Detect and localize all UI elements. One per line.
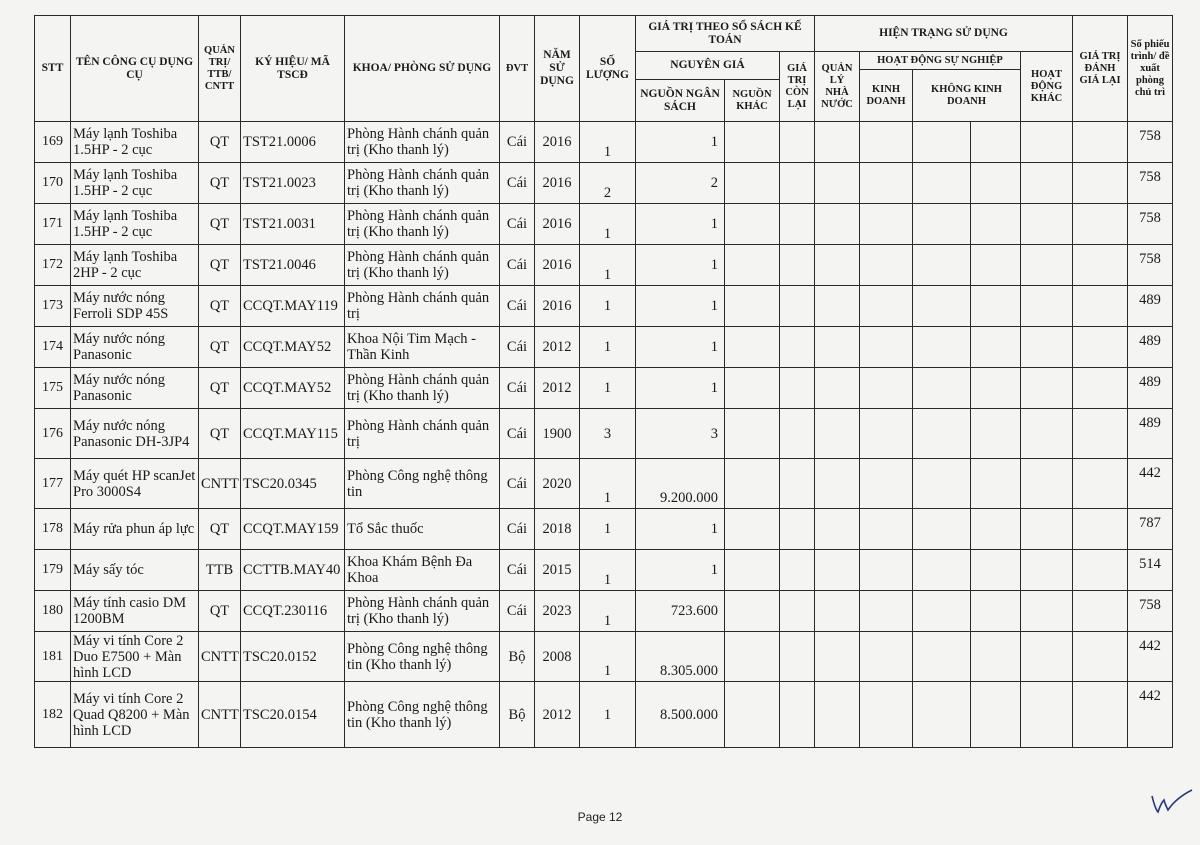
row-code: CCQT.MAY159: [241, 509, 345, 550]
row-proposal: 489: [1128, 286, 1173, 327]
row-other-source: [725, 245, 780, 286]
row-code: TSC20.0345: [241, 459, 345, 509]
row-name: Máy tính casio DM 1200BM: [71, 591, 199, 632]
row-unit: Cái: [500, 368, 535, 409]
row-name: Máy vi tính Core 2 Duo E7500 + Màn hình LCD: [71, 632, 199, 682]
row-code: CCQT.MAY52: [241, 368, 345, 409]
row-state-mgmt: [815, 245, 860, 286]
row-revaluation: [1073, 368, 1128, 409]
row-non-business-b: [971, 682, 1021, 748]
row-price: 1: [636, 245, 725, 286]
row-non-business-b: [971, 632, 1021, 682]
row-qty: 1: [580, 286, 636, 327]
row-proposal: 787: [1128, 509, 1173, 550]
row-non-business-b: [971, 368, 1021, 409]
row-stt: 172: [35, 245, 71, 286]
row-year: 2012: [535, 327, 580, 368]
row-unit: Cái: [500, 550, 535, 591]
row-unit: Bộ: [500, 632, 535, 682]
row-proposal: 442: [1128, 632, 1173, 682]
row-revaluation: [1073, 286, 1128, 327]
row-code: TST21.0046: [241, 245, 345, 286]
row-manager: QT: [199, 409, 241, 459]
row-manager: QT: [199, 163, 241, 204]
table-row: [35, 591, 1173, 632]
row-state-mgmt: [815, 591, 860, 632]
inventory-sheet: [34, 15, 1173, 748]
row-code: CCQT.230116: [241, 591, 345, 632]
row-proposal: 489: [1128, 409, 1173, 459]
row-dept: Phòng Công nghệ thông tin (Kho thanh lý): [345, 682, 500, 748]
row-dept: Phòng Hành chánh quản trị (Kho thanh lý): [345, 204, 500, 245]
header-code: KÝ HIỆU/ MÃ TSCĐ: [241, 16, 345, 122]
row-price: 9.200.000: [636, 459, 725, 509]
row-qty: 3: [580, 409, 636, 459]
row-remaining-value: [780, 204, 815, 245]
row-business: [860, 204, 913, 245]
row-dept: Phòng Hành chánh quản trị (Kho thanh lý): [345, 245, 500, 286]
header-other-source: NGUỒN KHÁC: [725, 80, 780, 122]
row-qty: 1: [580, 591, 636, 632]
header-dept: KHOA/ PHÒNG SỬ DỤNG: [345, 16, 500, 122]
row-state-mgmt: [815, 459, 860, 509]
row-dept: Khoa Khám Bệnh Đa Khoa: [345, 550, 500, 591]
row-non-business-a: [913, 550, 971, 591]
row-stt: 181: [35, 632, 71, 682]
row-stt: 174: [35, 327, 71, 368]
header-stt: STT: [35, 16, 71, 122]
row-remaining-value: [780, 550, 815, 591]
row-other-source: [725, 459, 780, 509]
table-row: [35, 122, 1173, 163]
row-unit: Cái: [500, 409, 535, 459]
table-row: [35, 368, 1173, 409]
row-price: 8.500.000: [636, 682, 725, 748]
row-price: 1: [636, 368, 725, 409]
row-price: 3: [636, 409, 725, 459]
row-other-source: [725, 163, 780, 204]
row-year: 2016: [535, 286, 580, 327]
row-code: CCQT.MAY52: [241, 327, 345, 368]
row-year: 2012: [535, 368, 580, 409]
row-name: Máy vi tính Core 2 Quad Q8200 + Màn hình LCD: [71, 682, 199, 748]
row-non-business-b: [971, 409, 1021, 459]
row-manager: TTB: [199, 550, 241, 591]
row-remaining-value: [780, 163, 815, 204]
table-row: [35, 245, 1173, 286]
row-other-activity: [1021, 204, 1073, 245]
row-other-source: [725, 509, 780, 550]
row-unit: Cái: [500, 459, 535, 509]
row-business: [860, 286, 913, 327]
row-code: TSC20.0152: [241, 632, 345, 682]
row-proposal: 758: [1128, 591, 1173, 632]
row-qty: 1: [580, 632, 636, 682]
header-unit: ĐVT: [500, 16, 535, 122]
row-business: [860, 163, 913, 204]
row-other-activity: [1021, 245, 1073, 286]
table-row: [35, 204, 1173, 245]
row-non-business-b: [971, 122, 1021, 163]
row-name: Máy quét HP scanJet Pro 3000S4: [71, 459, 199, 509]
table-row: [35, 459, 1173, 509]
row-name: Máy nước nóng Panasonic: [71, 368, 199, 409]
row-qty: 1: [580, 327, 636, 368]
row-revaluation: [1073, 163, 1128, 204]
row-proposal: 442: [1128, 682, 1173, 748]
header-state-mgmt: QUẢN LÝ NHÀ NƯỚC: [815, 52, 860, 122]
row-revaluation: [1073, 509, 1128, 550]
row-unit: Cái: [500, 509, 535, 550]
row-non-business-b: [971, 459, 1021, 509]
header-other-activity: HOẠT ĐỘNG KHÁC: [1021, 52, 1073, 122]
row-manager: CNTT: [199, 632, 241, 682]
row-other-activity: [1021, 286, 1073, 327]
table-body: [35, 122, 1173, 748]
row-price: 1: [636, 122, 725, 163]
row-price: 8.305.000: [636, 632, 725, 682]
header-non-business: KHÔNG KINH DOANH: [913, 70, 1021, 122]
row-other-activity: [1021, 682, 1073, 748]
row-business: [860, 509, 913, 550]
header-year: NĂM SỬ DỤNG: [535, 16, 580, 122]
row-code: TSC20.0154: [241, 682, 345, 748]
row-remaining-value: [780, 368, 815, 409]
signature-mark: [1150, 786, 1194, 816]
row-other-source: [725, 122, 780, 163]
row-qty: 2: [580, 163, 636, 204]
row-name: Máy lạnh Toshiba 1.5HP - 2 cục: [71, 163, 199, 204]
row-non-business-a: [913, 509, 971, 550]
row-year: 2020: [535, 459, 580, 509]
row-other-source: [725, 682, 780, 748]
row-proposal: 489: [1128, 368, 1173, 409]
row-name: Máy nước nóng Ferroli SDP 45S: [71, 286, 199, 327]
row-qty: 1: [580, 122, 636, 163]
row-remaining-value: [780, 245, 815, 286]
row-dept: Phòng Công nghệ thông tin (Kho thanh lý): [345, 632, 500, 682]
row-revaluation: [1073, 245, 1128, 286]
row-name: Máy rửa phun áp lực: [71, 509, 199, 550]
header-name: TÊN CÔNG CỤ DỤNG CỤ: [71, 16, 199, 122]
row-qty: 1: [580, 459, 636, 509]
row-stt: 173: [35, 286, 71, 327]
row-manager: QT: [199, 509, 241, 550]
row-manager: QT: [199, 122, 241, 163]
row-non-business-b: [971, 327, 1021, 368]
row-unit: Cái: [500, 286, 535, 327]
table-row: [35, 632, 1173, 682]
row-stt: 176: [35, 409, 71, 459]
row-revaluation: [1073, 122, 1128, 163]
row-revaluation: [1073, 591, 1128, 632]
row-dept: Phòng Công nghệ thông tin: [345, 459, 500, 509]
row-dept: Phòng Hành chánh quản trị (Kho thanh lý): [345, 591, 500, 632]
row-other-source: [725, 632, 780, 682]
row-price: 723.600: [636, 591, 725, 632]
row-name: Máy sấy tóc: [71, 550, 199, 591]
row-state-mgmt: [815, 409, 860, 459]
row-non-business-a: [913, 286, 971, 327]
row-business: [860, 591, 913, 632]
row-price: 1: [636, 509, 725, 550]
row-stt: 169: [35, 122, 71, 163]
row-name: Máy nước nóng Panasonic: [71, 327, 199, 368]
row-stt: 171: [35, 204, 71, 245]
row-code: CCTTB.MAY40: [241, 550, 345, 591]
row-business: [860, 682, 913, 748]
row-business: [860, 550, 913, 591]
row-proposal: 442: [1128, 459, 1173, 509]
row-qty: 1: [580, 204, 636, 245]
row-state-mgmt: [815, 509, 860, 550]
row-remaining-value: [780, 509, 815, 550]
row-stt: 170: [35, 163, 71, 204]
row-business: [860, 459, 913, 509]
row-price: 2: [636, 163, 725, 204]
row-stt: 175: [35, 368, 71, 409]
row-other-source: [725, 591, 780, 632]
row-qty: 1: [580, 245, 636, 286]
row-code: TST21.0023: [241, 163, 345, 204]
row-price: 1: [636, 550, 725, 591]
row-state-mgmt: [815, 682, 860, 748]
row-other-activity: [1021, 632, 1073, 682]
row-business: [860, 632, 913, 682]
table-header: [35, 16, 1173, 122]
row-other-activity: [1021, 163, 1073, 204]
row-revaluation: [1073, 204, 1128, 245]
row-business: [860, 327, 913, 368]
row-remaining-value: [780, 459, 815, 509]
row-non-business-a: [913, 682, 971, 748]
row-price: 1: [636, 327, 725, 368]
row-manager: QT: [199, 327, 241, 368]
row-manager: QT: [199, 245, 241, 286]
header-career-activity: HOẠT ĐỘNG SỰ NGHIỆP: [860, 52, 1021, 70]
row-non-business-a: [913, 459, 971, 509]
header-remaining-value: GIÁ TRỊ CÒN LẠI: [780, 52, 815, 122]
row-dept: Tổ Sắc thuốc: [345, 509, 500, 550]
row-other-source: [725, 409, 780, 459]
table-row: [35, 550, 1173, 591]
header-qty: SỐ LƯỢNG: [580, 16, 636, 122]
row-non-business-b: [971, 509, 1021, 550]
row-stt: 180: [35, 591, 71, 632]
row-code: TST21.0031: [241, 204, 345, 245]
row-manager: CNTT: [199, 682, 241, 748]
row-unit: Cái: [500, 122, 535, 163]
row-proposal: 489: [1128, 327, 1173, 368]
row-dept: Phòng Hành chánh quản trị (Kho thanh lý): [345, 368, 500, 409]
row-other-activity: [1021, 409, 1073, 459]
row-state-mgmt: [815, 550, 860, 591]
row-code: CCQT.MAY115: [241, 409, 345, 459]
table-row: [35, 286, 1173, 327]
row-non-business-b: [971, 591, 1021, 632]
row-manager: QT: [199, 204, 241, 245]
row-stt: 177: [35, 459, 71, 509]
row-non-business-a: [913, 122, 971, 163]
row-state-mgmt: [815, 204, 860, 245]
row-revaluation: [1073, 459, 1128, 509]
row-manager: QT: [199, 286, 241, 327]
row-non-business-a: [913, 632, 971, 682]
row-name: Máy lạnh Toshiba 1.5HP - 2 cục: [71, 122, 199, 163]
row-year: 2023: [535, 591, 580, 632]
row-state-mgmt: [815, 163, 860, 204]
row-remaining-value: [780, 327, 815, 368]
row-non-business-b: [971, 286, 1021, 327]
row-qty: 1: [580, 550, 636, 591]
header-manager: QUẢN TRỊ/ TTB/ CNTT: [199, 16, 241, 122]
row-remaining-value: [780, 122, 815, 163]
row-business: [860, 245, 913, 286]
header-business: KINH DOANH: [860, 70, 913, 122]
row-code: TST21.0006: [241, 122, 345, 163]
table-row: [35, 409, 1173, 459]
table-row: [35, 163, 1173, 204]
row-remaining-value: [780, 409, 815, 459]
table-row: [35, 327, 1173, 368]
row-unit: Cái: [500, 245, 535, 286]
row-non-business-a: [913, 409, 971, 459]
header-original-price: NGUYÊN GIÁ: [636, 52, 780, 80]
row-state-mgmt: [815, 327, 860, 368]
row-other-source: [725, 286, 780, 327]
row-non-business-a: [913, 591, 971, 632]
row-manager: QT: [199, 368, 241, 409]
row-non-business-b: [971, 204, 1021, 245]
row-remaining-value: [780, 591, 815, 632]
row-other-source: [725, 204, 780, 245]
row-year: 2018: [535, 509, 580, 550]
row-state-mgmt: [815, 122, 860, 163]
row-dept: Phòng Hành chánh quản trị: [345, 409, 500, 459]
row-stt: 179: [35, 550, 71, 591]
row-dept: Phòng Hành chánh quản trị (Kho thanh lý): [345, 163, 500, 204]
row-other-activity: [1021, 327, 1073, 368]
row-remaining-value: [780, 682, 815, 748]
row-dept: Phòng Hành chánh quản trị (Kho thanh lý): [345, 122, 500, 163]
row-unit: Cái: [500, 591, 535, 632]
row-code: CCQT.MAY119: [241, 286, 345, 327]
row-year: 2008: [535, 632, 580, 682]
row-non-business-b: [971, 550, 1021, 591]
row-proposal: 758: [1128, 204, 1173, 245]
row-other-source: [725, 368, 780, 409]
row-business: [860, 409, 913, 459]
row-proposal: 758: [1128, 122, 1173, 163]
row-other-activity: [1021, 459, 1073, 509]
table-row: [35, 682, 1173, 748]
row-qty: 1: [580, 509, 636, 550]
row-price: 1: [636, 286, 725, 327]
row-non-business-b: [971, 245, 1021, 286]
row-other-source: [725, 327, 780, 368]
header-usage-status: HIỆN TRẠNG SỬ DỤNG: [815, 16, 1073, 52]
row-non-business-a: [913, 204, 971, 245]
row-stt: 178: [35, 509, 71, 550]
row-year: 2016: [535, 163, 580, 204]
row-manager: CNTT: [199, 459, 241, 509]
header-book-value: GIÁ TRỊ THEO SỔ SÁCH KẾ TOÁN: [636, 16, 815, 52]
row-other-activity: [1021, 591, 1073, 632]
row-name: Máy lạnh Toshiba 2HP - 2 cục: [71, 245, 199, 286]
row-manager: QT: [199, 591, 241, 632]
row-business: [860, 368, 913, 409]
row-other-activity: [1021, 122, 1073, 163]
row-year: 2015: [535, 550, 580, 591]
row-remaining-value: [780, 286, 815, 327]
row-proposal: 758: [1128, 163, 1173, 204]
table-row: [35, 509, 1173, 550]
row-business: [860, 122, 913, 163]
row-non-business-a: [913, 368, 971, 409]
row-proposal: 514: [1128, 550, 1173, 591]
row-unit: Bộ: [500, 682, 535, 748]
row-other-activity: [1021, 368, 1073, 409]
row-other-activity: [1021, 550, 1073, 591]
row-revaluation: [1073, 632, 1128, 682]
header-revaluation: GIÁ TRỊ ĐÁNH GIÁ LẠI: [1073, 16, 1128, 122]
row-year: 2016: [535, 122, 580, 163]
row-unit: Cái: [500, 204, 535, 245]
row-other-activity: [1021, 509, 1073, 550]
row-dept: Phòng Hành chánh quản trị: [345, 286, 500, 327]
row-name: Máy nước nóng Panasonic DH-3JP4: [71, 409, 199, 459]
row-price: 1: [636, 204, 725, 245]
row-revaluation: [1073, 682, 1128, 748]
row-dept: Khoa Nội Tim Mạch - Thần Kinh: [345, 327, 500, 368]
row-revaluation: [1073, 327, 1128, 368]
row-name: Máy lạnh Toshiba 1.5HP - 2 cục: [71, 204, 199, 245]
row-unit: Cái: [500, 327, 535, 368]
row-non-business-b: [971, 163, 1021, 204]
row-year: 2016: [535, 204, 580, 245]
header-budget-source: NGUỒN NGÂN SÁCH: [636, 80, 725, 122]
row-remaining-value: [780, 632, 815, 682]
row-state-mgmt: [815, 286, 860, 327]
row-qty: 1: [580, 682, 636, 748]
row-revaluation: [1073, 409, 1128, 459]
row-proposal: 758: [1128, 245, 1173, 286]
row-unit: Cái: [500, 163, 535, 204]
row-year: 2012: [535, 682, 580, 748]
row-other-source: [725, 550, 780, 591]
header-proposal-no: Số phiếu trình/ đề xuất phòng chủ trì: [1128, 16, 1173, 122]
row-non-business-a: [913, 245, 971, 286]
row-non-business-a: [913, 327, 971, 368]
row-year: 2016: [535, 245, 580, 286]
row-state-mgmt: [815, 368, 860, 409]
asset-table: [34, 15, 1173, 748]
page-number: Page 12: [577, 810, 623, 824]
row-qty: 1: [580, 368, 636, 409]
row-state-mgmt: [815, 632, 860, 682]
row-non-business-a: [913, 163, 971, 204]
row-revaluation: [1073, 550, 1128, 591]
row-stt: 182: [35, 682, 71, 748]
row-year: 1900: [535, 409, 580, 459]
